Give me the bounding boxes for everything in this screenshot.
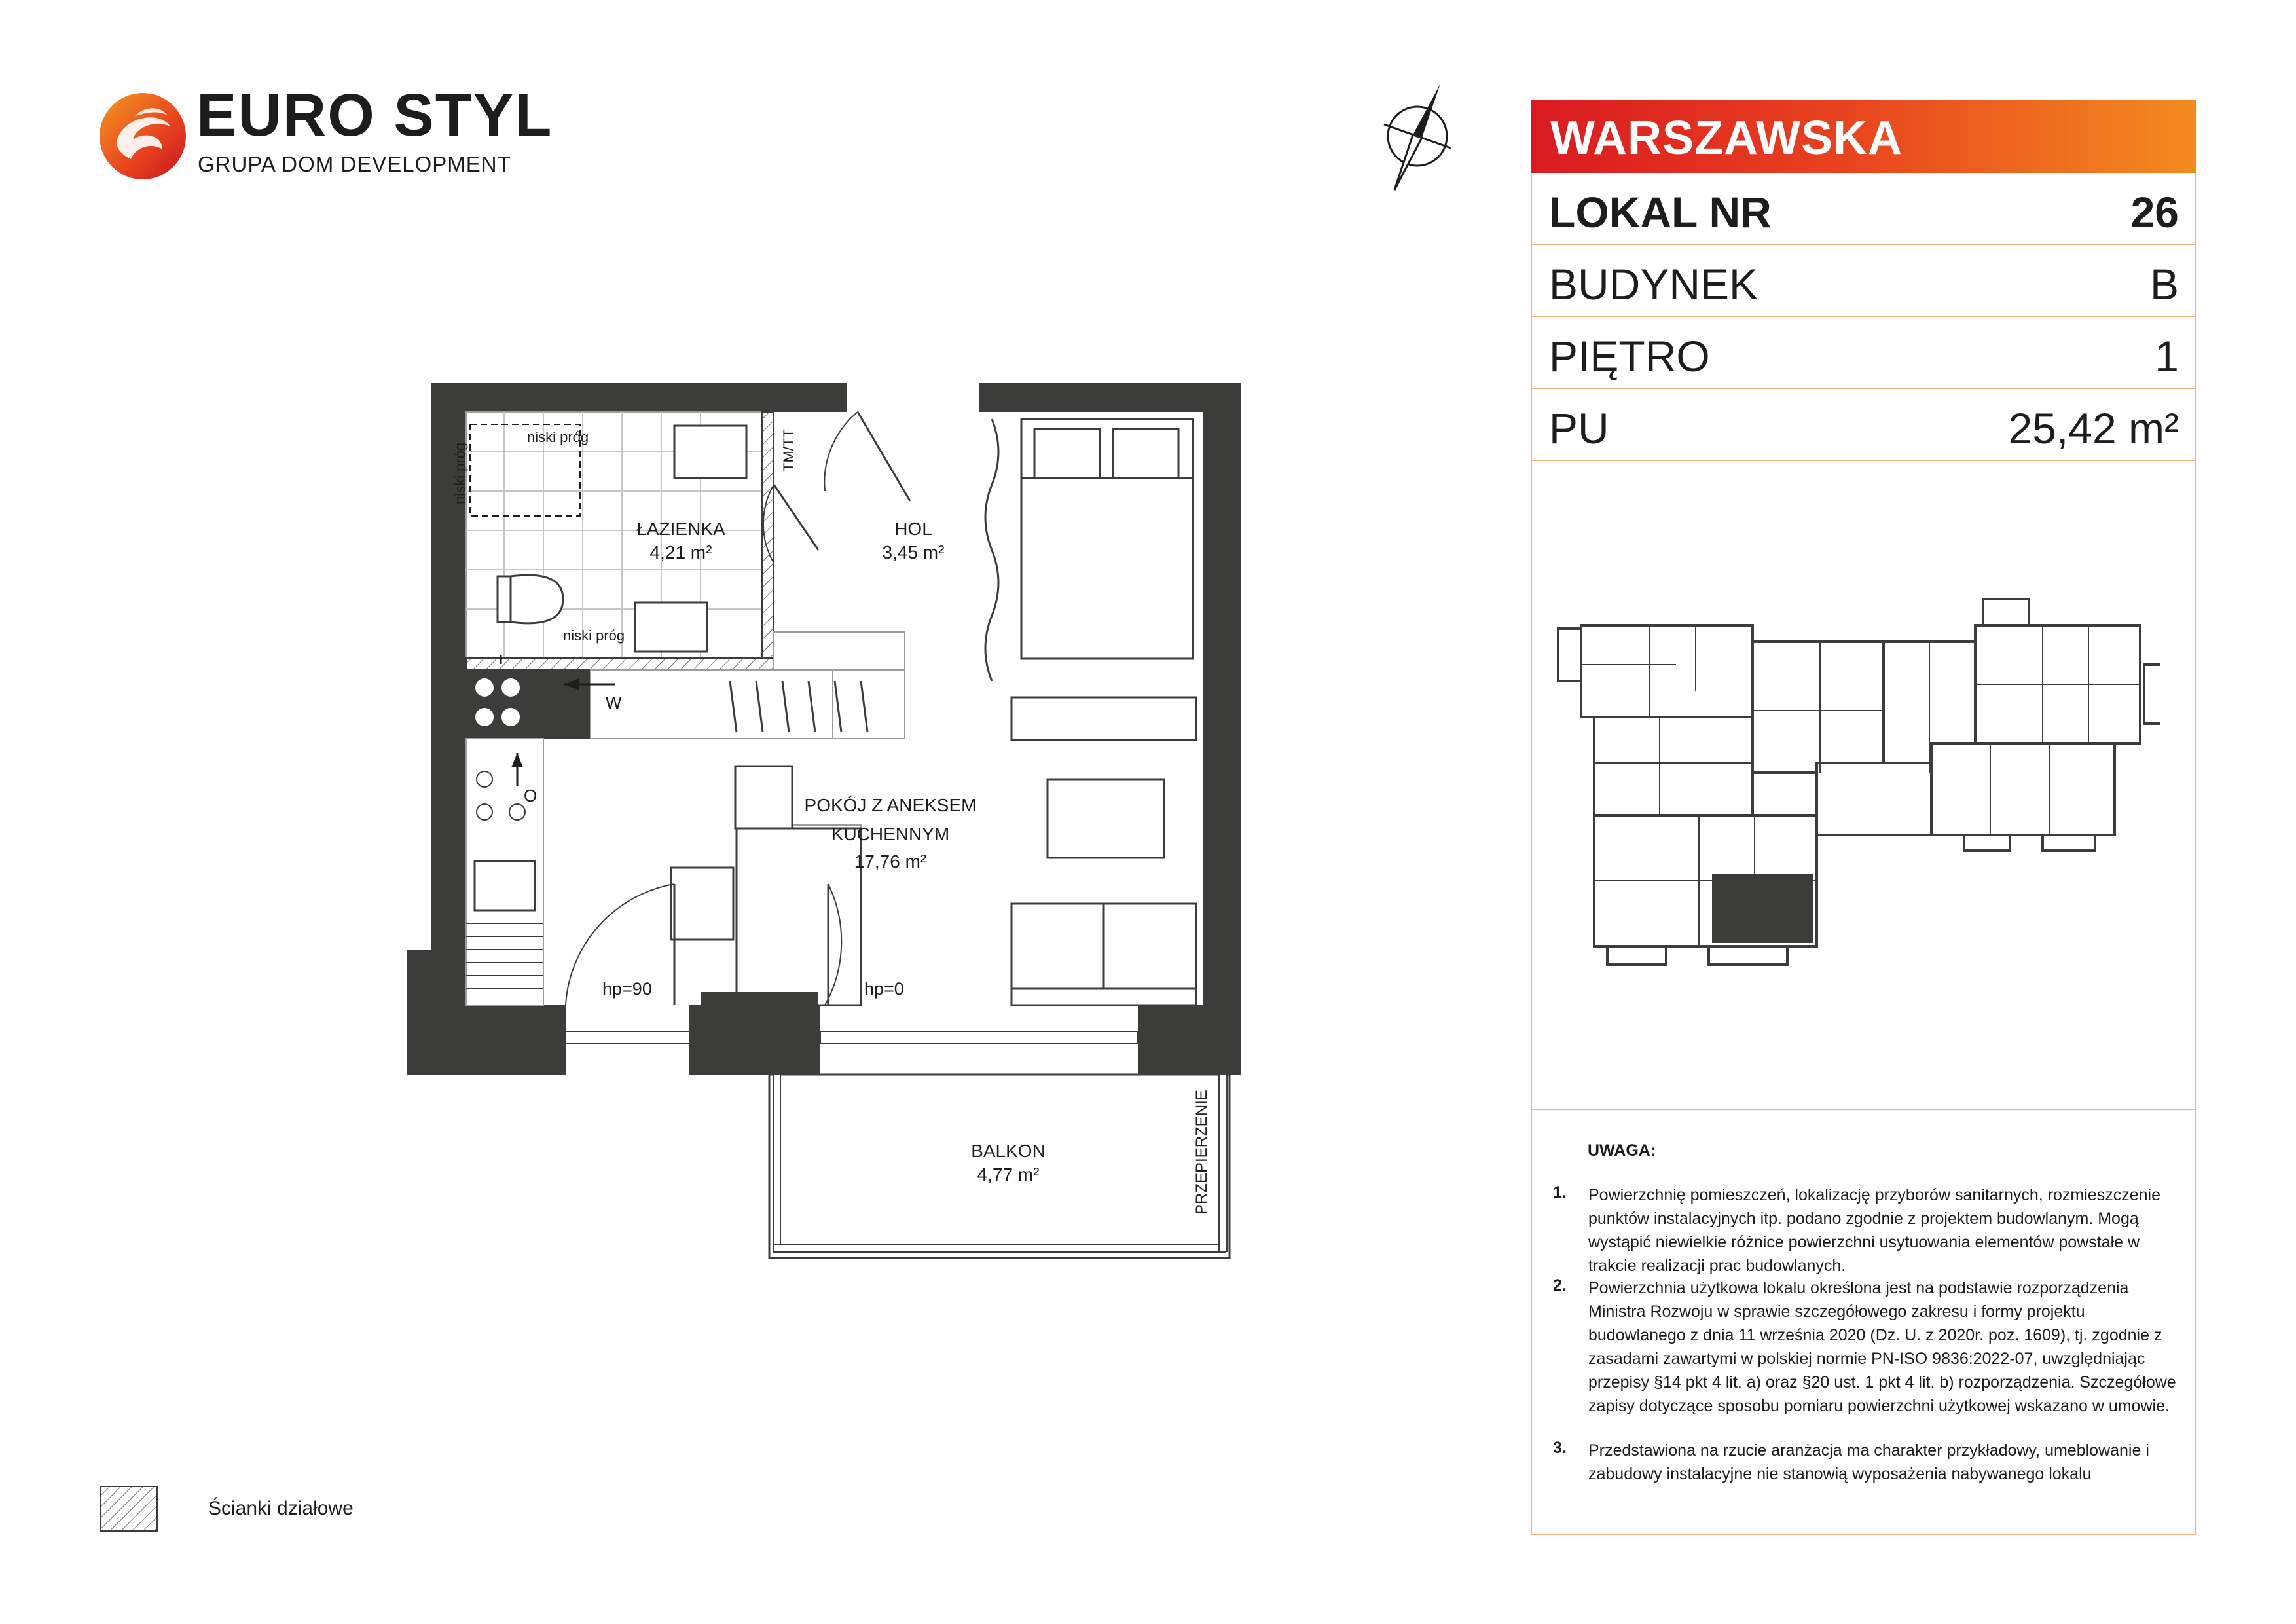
note-number: 3. bbox=[1553, 1439, 1567, 1457]
info-row-building bbox=[1531, 245, 2196, 317]
low-threshold-label-top: niski próg bbox=[527, 429, 589, 445]
info-value: B bbox=[2149, 260, 2179, 308]
note-number: 1. bbox=[1553, 1183, 1567, 1202]
notes-title: UWAGA: bbox=[1588, 1141, 1656, 1160]
north-arrow-icon bbox=[1375, 77, 1460, 195]
info-label: LOKAL NR bbox=[1549, 188, 1772, 236]
info-label: BUDYNEK bbox=[1549, 260, 1758, 308]
tm-tt-label: TM/TT bbox=[780, 429, 797, 471]
info-value: 25,42 m² bbox=[2008, 404, 2179, 452]
room-balcony-name: BALKON bbox=[971, 1141, 1046, 1161]
brand-logo bbox=[97, 90, 189, 182]
note-number: 2. bbox=[1553, 1276, 1567, 1295]
info-label: PU bbox=[1549, 404, 1609, 452]
note-text: Powierzchnię pomieszczeń, lokalizację przyborów sanitarnych, rozmieszczenie punktów instalacyjnych itp. podano zgodnie z projektem budowlanym. Mogą wystąpić niewielkie różnice powierzchni usytuowania elementów powstałe w trakcie realizacji prac budowlanych. bbox=[1588, 1186, 2160, 1275]
brand-name: EURO STYL bbox=[196, 82, 553, 149]
info-value: 26 bbox=[2130, 188, 2179, 236]
room-living-area: 17,76 m² bbox=[854, 851, 927, 872]
logo-flame-icon bbox=[97, 90, 189, 182]
brand-tagline: GRUPA DOM DEVELOPMENT bbox=[198, 152, 511, 176]
water-label: W bbox=[606, 693, 622, 712]
info-row-unit bbox=[1531, 173, 2196, 245]
hatch-legend-icon bbox=[100, 1485, 158, 1532]
info-label: PIĘTRO bbox=[1549, 332, 1710, 380]
partition-label: PRZEPIERZENIE bbox=[1193, 1090, 1211, 1215]
floor-plan bbox=[393, 373, 1270, 1270]
building-key-plan bbox=[1545, 593, 2160, 979]
info-row-area bbox=[1531, 389, 2196, 461]
room-bathroom-area: 4,21 m² bbox=[649, 542, 712, 563]
room-hall-area: 3,45 m² bbox=[882, 542, 945, 563]
door-height-0-label: hp=0 bbox=[864, 979, 904, 999]
project-header bbox=[1531, 100, 2196, 173]
room-bathroom-name: ŁAZIENKA bbox=[636, 519, 725, 539]
low-threshold-label-bottom: niski próg bbox=[563, 627, 625, 644]
room-living-name2: KUCHENNYM bbox=[831, 824, 950, 844]
project-name: WARSZAWSKA bbox=[1550, 112, 1903, 164]
info-row-floor bbox=[1531, 317, 2196, 389]
room-living-name1: POKÓJ Z ANEKSEM bbox=[804, 795, 977, 815]
legend-label: Ścianki działowe bbox=[208, 1498, 354, 1519]
door-height-90-label: hp=90 bbox=[602, 979, 652, 999]
room-hall-name: HOL bbox=[894, 519, 932, 539]
room-balcony-area: 4,77 m² bbox=[977, 1164, 1040, 1185]
info-value: 1 bbox=[2155, 332, 2179, 380]
note-text: Przedstawiona na rzucie aranżacja ma charakter przykładowy, umeblowanie i zabudowy instalacyjne nie stanowią wyposażenia nabywanego lokalu bbox=[1588, 1441, 2149, 1483]
note-text: Powierzchnia użytkowa lokalu określona jest na podstawie rozporządzenia Ministra Rozwoju w sprawie szczegółowego zakresu i formy projektu budowlanego z dnia 11 września 2020 (Dz. U. z 2020r. poz. 1609), tj. zgodnie z zasadami zawartymi w polskiej normie PN-ISO 9836:2022-07, uwzględniając przepisy §14 pkt 4 lit. a) oraz §20 ust. 1 pkt 4 lit. b) rozporządzenia. Szczegółowe zapisy dotyczące sposobu pomiaru powierzchni użytkowej wskazano w umowie. bbox=[1588, 1279, 2176, 1415]
low-threshold-label-vertical: niski próg bbox=[452, 442, 468, 504]
outlet-label: O bbox=[524, 786, 538, 805]
